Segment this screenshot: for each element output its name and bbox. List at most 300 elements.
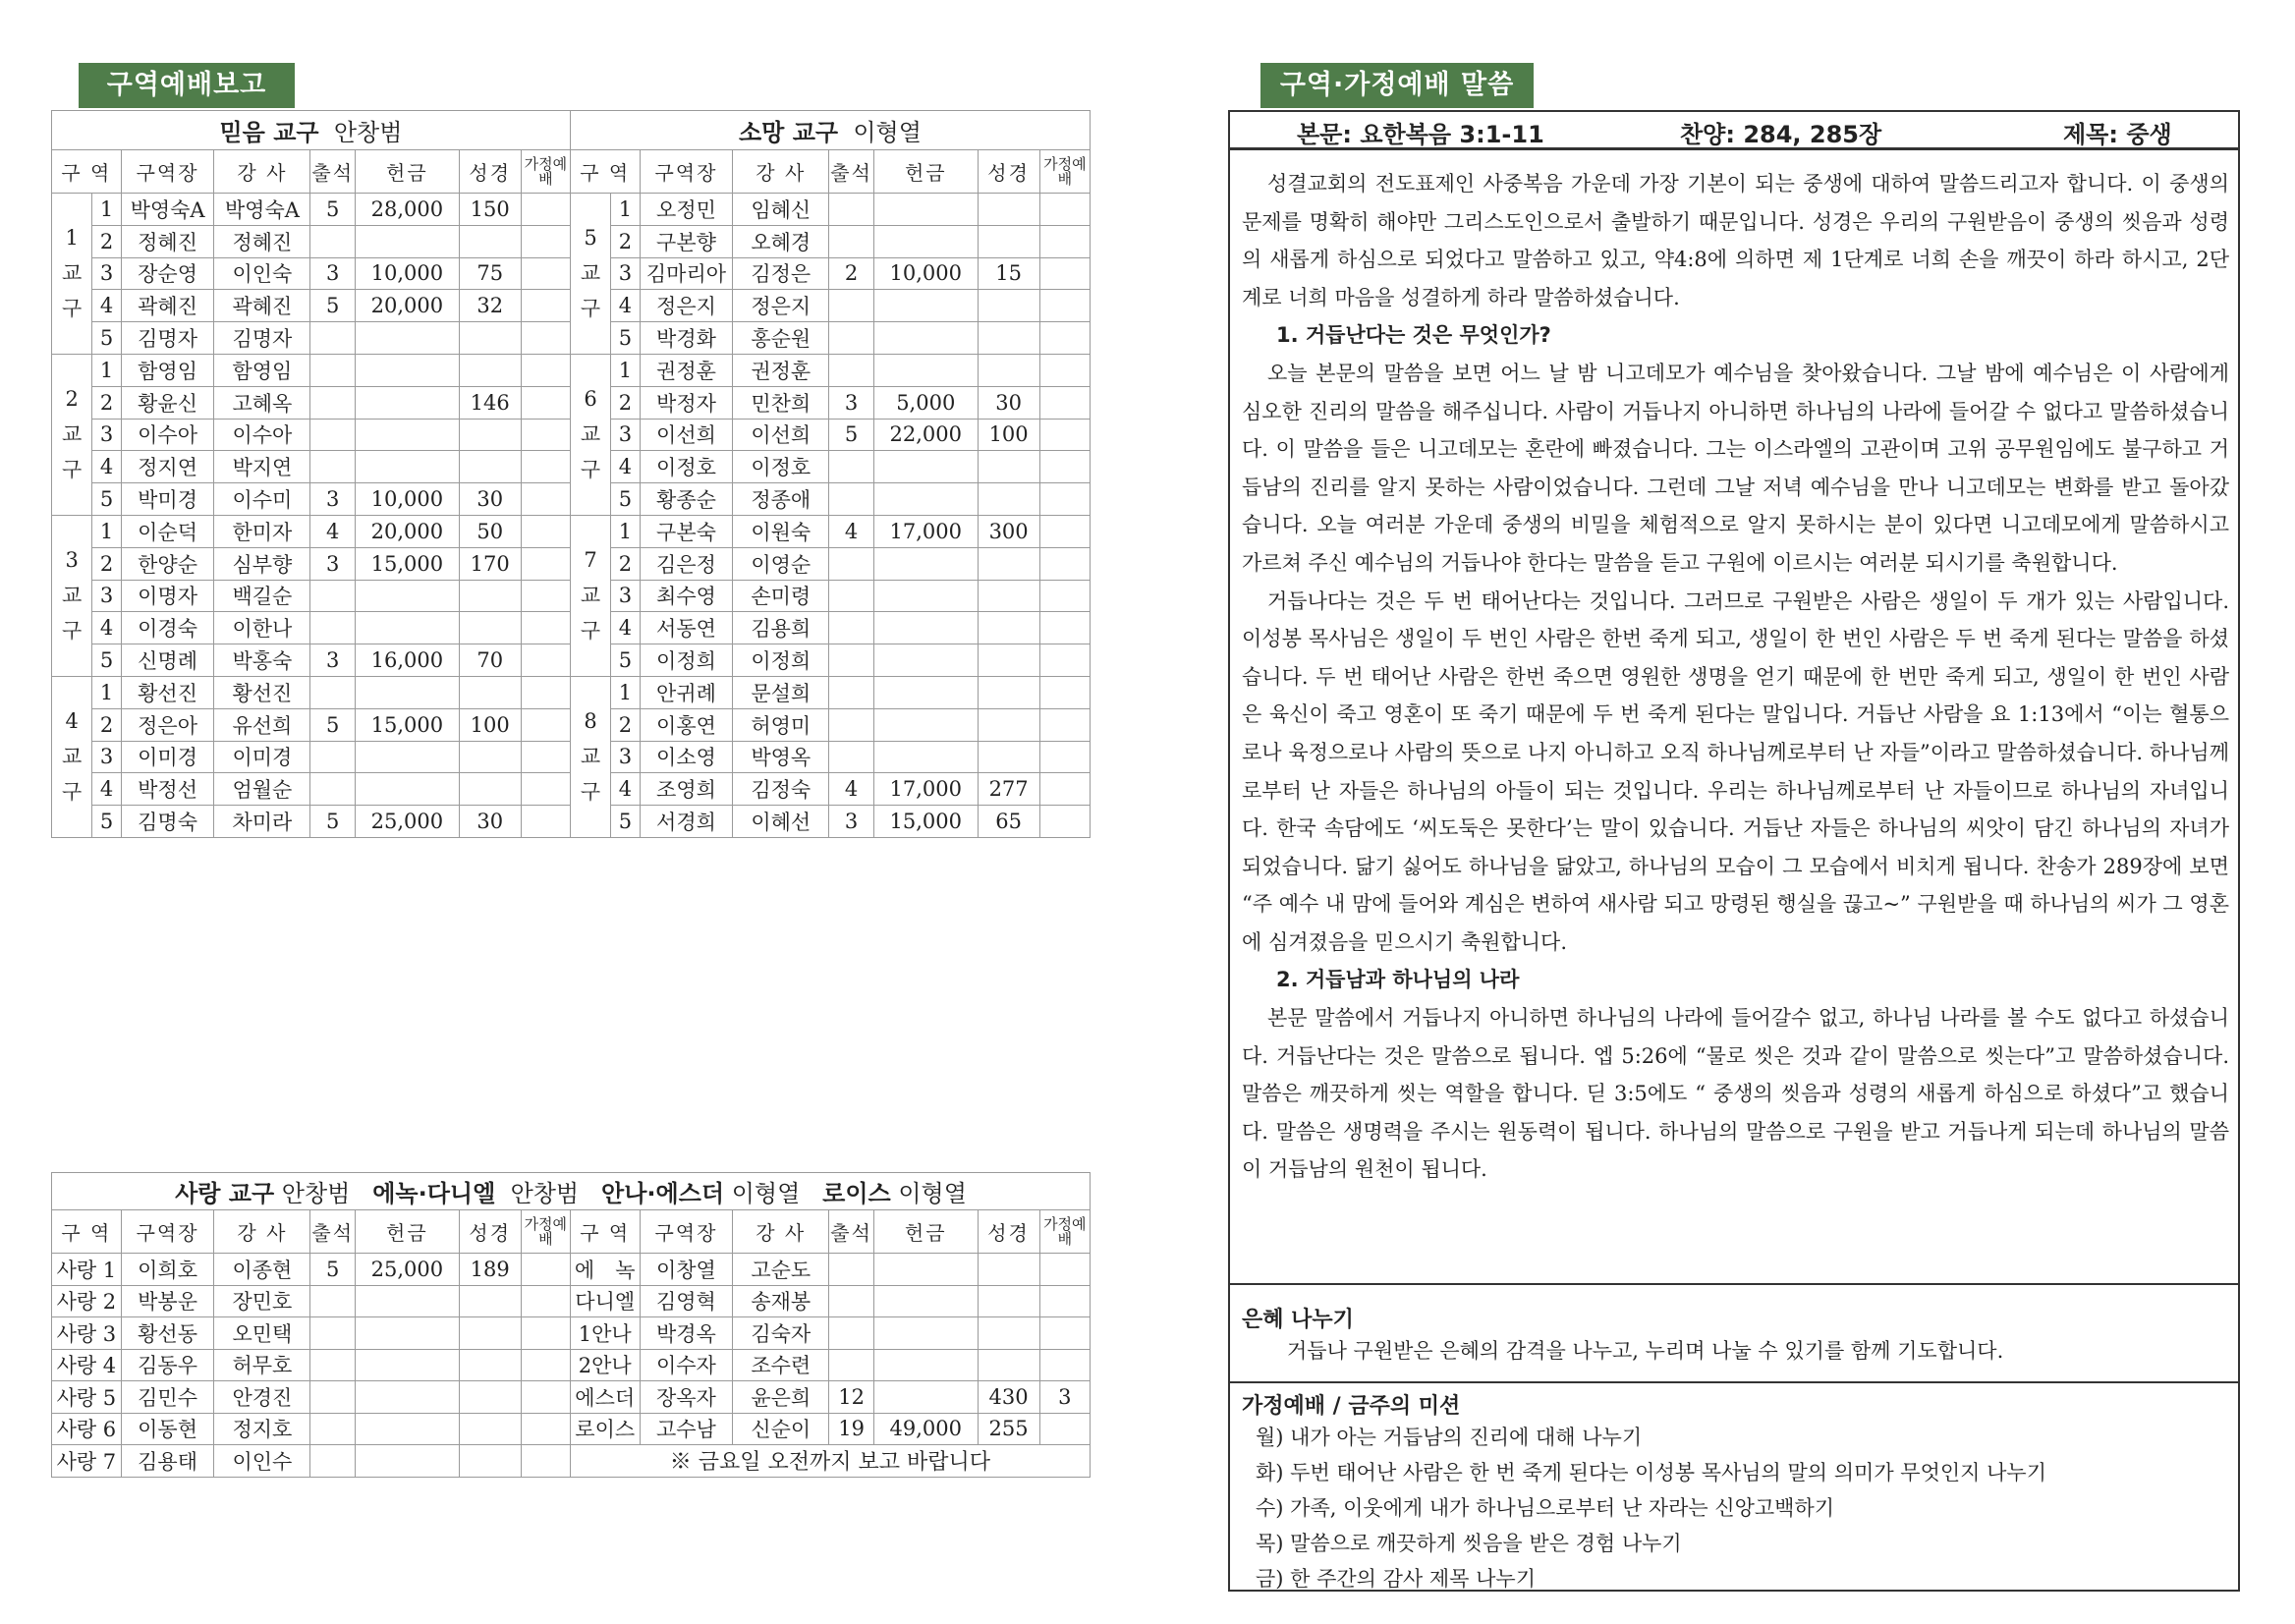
table-cell: 5 bbox=[310, 290, 356, 322]
table-cell bbox=[521, 354, 570, 386]
table-cell: 이수미 bbox=[214, 483, 310, 516]
parish-leader-lois: 이형열 bbox=[898, 1180, 967, 1207]
table-cell bbox=[356, 580, 460, 612]
table-cell: 5 bbox=[310, 708, 356, 741]
table-cell bbox=[978, 290, 1039, 322]
table-cell: 이종현 bbox=[214, 1254, 310, 1286]
district-label: 2 교 구 bbox=[52, 354, 92, 515]
section-tab-report bbox=[79, 63, 295, 108]
sermon-paragraph-3: 본문 말씀에서 거듭나지 아니하면 하나님의 나라에 들어갈수 없고, 하나님 나라를 볼 수도 없다고 하셨습니다. 거듭난다는 것은 말씀으로 됩니다. 엡 5:26에 “물로 씻은 것과 같이 말씀으로 씻는다”고 말씀하셨습니다. 말씀은 깨끗하게 씻는 역할을 합니다. 딛 3:5에도 “ 중생의 씻음과 성령의 새롭게 하심으로 하셨다”고 했습니다. 말씀은 생명력을 주시는 원동력이 됩니다. 하나님의 말씀으로 구원을 받고 거듭나게 되는데 하나님의 말씀이 거듭남의 원천이 됩니다. bbox=[1242, 1006, 2229, 1182]
table-cell: 255 bbox=[978, 1413, 1039, 1445]
table-cell: 이홍연 bbox=[640, 708, 733, 741]
table-cell bbox=[356, 354, 460, 386]
table-cell: 한미자 bbox=[214, 515, 310, 547]
table-cell: 조영희 bbox=[640, 773, 733, 806]
table-cell bbox=[521, 580, 570, 612]
table-cell bbox=[1039, 676, 1090, 708]
cell-cell-no: 1 bbox=[92, 676, 121, 708]
table-cell: 박영숙A bbox=[121, 194, 214, 226]
table-cell: 15,000 bbox=[356, 708, 460, 741]
table-cell bbox=[873, 1349, 978, 1381]
table-cell bbox=[310, 1349, 356, 1381]
table-cell: 황종순 bbox=[640, 483, 733, 516]
table-cell bbox=[521, 515, 570, 547]
table-cell bbox=[521, 1413, 570, 1445]
table-cell: 로이스 bbox=[570, 1413, 640, 1445]
table-cell: 이인수 bbox=[214, 1445, 310, 1478]
table-cell bbox=[310, 354, 356, 386]
table-cell: 박봉운 bbox=[121, 1285, 214, 1317]
table-cell: 박지연 bbox=[214, 451, 310, 483]
table-cell: 박미경 bbox=[121, 483, 214, 516]
cell-cell-no: 4 bbox=[92, 451, 121, 483]
table-cell bbox=[459, 322, 521, 355]
table-cell: 송재봉 bbox=[733, 1285, 829, 1317]
table-cell: 고혜옥 bbox=[214, 386, 310, 419]
table-cell bbox=[829, 483, 874, 516]
cell-cell-no: 1 bbox=[611, 354, 640, 386]
table-cell: 5 bbox=[829, 419, 874, 451]
table-cell bbox=[310, 322, 356, 355]
section-tab-sermon-label: 구역·가정예배 말씀 bbox=[1279, 70, 1515, 100]
table-cell bbox=[310, 1413, 356, 1445]
table-cell bbox=[310, 676, 356, 708]
table-cell: 300 bbox=[978, 515, 1039, 547]
table-row bbox=[52, 515, 1091, 547]
table-cell bbox=[459, 580, 521, 612]
parish-leader-hope: 이형열 bbox=[853, 119, 922, 146]
table-cell: 장순영 bbox=[121, 257, 214, 290]
table-cell: 김숙자 bbox=[733, 1317, 829, 1350]
table-cell bbox=[978, 547, 1039, 580]
table-cell bbox=[1039, 1254, 1090, 1286]
table-cell: 정은아 bbox=[121, 708, 214, 741]
table-cell: 백길순 bbox=[214, 580, 310, 612]
table-cell: 이명자 bbox=[121, 580, 214, 612]
table-cell bbox=[521, 451, 570, 483]
column-header-l-3: 출석 bbox=[310, 150, 356, 194]
table-cell: 4 bbox=[829, 515, 874, 547]
table-cell bbox=[873, 1381, 978, 1414]
table-cell bbox=[978, 483, 1039, 516]
table-cell bbox=[1039, 483, 1090, 516]
column-header-r-3: 출석 bbox=[829, 150, 874, 194]
table-cell bbox=[521, 1445, 570, 1478]
mission-item-fri: 금) 한 주간의 감사 제목 나누기 bbox=[1256, 1567, 1537, 1591]
table-cell bbox=[873, 708, 978, 741]
table-cell: 김영혁 bbox=[640, 1285, 733, 1317]
table-cell: 3 bbox=[310, 257, 356, 290]
table-cell bbox=[459, 1381, 521, 1414]
table-cell bbox=[829, 708, 874, 741]
table-cell: 함영임 bbox=[214, 354, 310, 386]
cell-cell-no: 2 bbox=[92, 386, 121, 419]
table-cell: 신순이 bbox=[733, 1413, 829, 1445]
district-report-table bbox=[51, 110, 1091, 838]
column-header-l-3: 출석 bbox=[310, 1210, 356, 1254]
cell-cell-no: 4 bbox=[611, 612, 640, 644]
column-header-r-1: 구역장 bbox=[640, 150, 733, 194]
table-cell: 이동현 bbox=[121, 1413, 214, 1445]
table-cell: 박영숙A bbox=[214, 194, 310, 226]
table-cell bbox=[521, 676, 570, 708]
table-cell bbox=[873, 451, 978, 483]
table-cell: 이창열 bbox=[640, 1254, 733, 1286]
table-cell bbox=[356, 1317, 460, 1350]
table-cell bbox=[521, 1317, 570, 1350]
table-cell: 이정희 bbox=[640, 644, 733, 677]
table-cell bbox=[1039, 515, 1090, 547]
table-cell bbox=[873, 676, 978, 708]
table-cell: 황선진 bbox=[214, 676, 310, 708]
table-cell: 3 bbox=[310, 644, 356, 677]
table-cell bbox=[829, 225, 874, 257]
table-cell bbox=[356, 451, 460, 483]
cell-cell-no: 2 bbox=[92, 225, 121, 257]
table-cell bbox=[356, 1285, 460, 1317]
table-cell bbox=[978, 225, 1039, 257]
table-cell: 이인숙 bbox=[214, 257, 310, 290]
table-cell: 사랑 3 bbox=[52, 1317, 122, 1350]
cell-cell-no: 1 bbox=[611, 515, 640, 547]
table-cell: 4 bbox=[829, 773, 874, 806]
table-cell bbox=[356, 419, 460, 451]
weekly-mission-title: 가정예배 / 금주의 미션 bbox=[1242, 1394, 1461, 1419]
table-row bbox=[52, 1285, 1091, 1317]
column-header-r-2: 강 사 bbox=[733, 1210, 829, 1254]
district-label: 8 교 구 bbox=[570, 676, 610, 837]
table-cell: 17,000 bbox=[873, 515, 978, 547]
table-cell bbox=[356, 1413, 460, 1445]
table-cell bbox=[829, 644, 874, 677]
table-cell: 25,000 bbox=[356, 1254, 460, 1286]
cell-cell-no: 2 bbox=[611, 386, 640, 419]
parish-leader-anna: 이형열 bbox=[731, 1180, 801, 1207]
table-cell bbox=[356, 676, 460, 708]
table-cell: 김명숙 bbox=[121, 806, 214, 838]
table-cell bbox=[873, 547, 978, 580]
table-cell bbox=[1039, 580, 1090, 612]
sermon-heading-1: 1. 거듭난다는 것은 무엇인가? bbox=[1276, 323, 1551, 348]
table-cell bbox=[521, 708, 570, 741]
table-cell bbox=[978, 741, 1039, 773]
table-cell: 이수아 bbox=[214, 419, 310, 451]
table-row bbox=[52, 1317, 1091, 1350]
cell-cell-no: 1 bbox=[611, 194, 640, 226]
table-cell bbox=[310, 451, 356, 483]
table-cell bbox=[873, 1254, 978, 1286]
table-cell bbox=[873, 1317, 978, 1350]
parish-leader-love: 안창범 bbox=[281, 1180, 351, 1207]
table-cell: 277 bbox=[978, 773, 1039, 806]
table-cell: 이한나 bbox=[214, 612, 310, 644]
table-cell bbox=[521, 1349, 570, 1381]
table-cell: 구본숙 bbox=[640, 515, 733, 547]
table-cell: 권정훈 bbox=[640, 354, 733, 386]
table-cell: 이미경 bbox=[121, 741, 214, 773]
table-cell: 박경화 bbox=[640, 322, 733, 355]
sermon-heading-2: 2. 거듭남과 하나님의 나라 bbox=[1276, 968, 1520, 992]
table-cell: 이정호 bbox=[733, 451, 829, 483]
parish-title-hope bbox=[570, 111, 1090, 150]
table-cell bbox=[521, 1285, 570, 1317]
table-cell bbox=[1039, 419, 1090, 451]
table-cell: 430 bbox=[978, 1381, 1039, 1414]
table-cell bbox=[1039, 1317, 1090, 1350]
parish-leader-enoch: 안창범 bbox=[510, 1180, 580, 1207]
table-cell bbox=[829, 1285, 874, 1317]
table-cell: 김용태 bbox=[121, 1445, 214, 1478]
table-cell: 심부향 bbox=[214, 547, 310, 580]
table-cell: 정혜진 bbox=[214, 225, 310, 257]
hymn-numbers: 찬양: 284, 285장 bbox=[1680, 121, 1882, 148]
scripture-reference: 본문: 요한복음 3:1-11 bbox=[1297, 121, 1544, 148]
table-cell bbox=[1039, 773, 1090, 806]
report-deadline-notice: ※ 금요일 오전까지 보고 바랍니다 bbox=[570, 1445, 1090, 1478]
table-cell: 20,000 bbox=[356, 515, 460, 547]
table-cell: 김민수 bbox=[121, 1381, 214, 1414]
cell-cell-no: 1 bbox=[92, 515, 121, 547]
district-label: 3 교 구 bbox=[52, 515, 92, 676]
table-cell: 이미경 bbox=[214, 741, 310, 773]
table-cell: 황선동 bbox=[121, 1317, 214, 1350]
table-cell: 함영임 bbox=[121, 354, 214, 386]
table-cell bbox=[521, 257, 570, 290]
mission-item-wed: 수) 가족, 이웃에게 내가 하나님으로부터 난 자라는 신앙고백하기 bbox=[1256, 1496, 1835, 1520]
cell-cell-no: 3 bbox=[611, 580, 640, 612]
table-cell bbox=[1039, 644, 1090, 677]
table-cell bbox=[310, 1317, 356, 1350]
table-cell bbox=[978, 708, 1039, 741]
column-header-l-1: 구역장 bbox=[121, 1210, 214, 1254]
table-cell: 75 bbox=[459, 257, 521, 290]
table-cell: 안경진 bbox=[214, 1381, 310, 1414]
table-cell: 박정자 bbox=[640, 386, 733, 419]
table-cell: 서경희 bbox=[640, 806, 733, 838]
table-cell bbox=[1039, 741, 1090, 773]
column-header-r-5: 성경 bbox=[978, 1210, 1039, 1254]
cell-cell-no: 1 bbox=[92, 354, 121, 386]
table-cell bbox=[829, 451, 874, 483]
table-cell bbox=[873, 290, 978, 322]
table-cell bbox=[829, 194, 874, 226]
table-cell bbox=[978, 354, 1039, 386]
cell-cell-no: 4 bbox=[611, 451, 640, 483]
table-cell bbox=[978, 1349, 1039, 1381]
special-parish-table bbox=[51, 1172, 1091, 1478]
table-cell bbox=[978, 322, 1039, 355]
column-header-l-2: 강 사 bbox=[214, 1210, 310, 1254]
table-cell bbox=[459, 676, 521, 708]
table-cell bbox=[521, 644, 570, 677]
table-cell: 정종애 bbox=[733, 483, 829, 516]
table-cell: 32 bbox=[459, 290, 521, 322]
table-row bbox=[52, 194, 1091, 226]
table-cell bbox=[1039, 708, 1090, 741]
table-cell bbox=[521, 386, 570, 419]
table-cell bbox=[1039, 547, 1090, 580]
table-cell: 이수자 bbox=[640, 1349, 733, 1381]
district-label: 5 교 구 bbox=[570, 194, 610, 355]
table-cell: 에스더 bbox=[570, 1381, 640, 1414]
table-cell bbox=[829, 580, 874, 612]
table-cell: 허영미 bbox=[733, 708, 829, 741]
table-cell: 정지연 bbox=[121, 451, 214, 483]
table-cell: 차미라 bbox=[214, 806, 310, 838]
table-cell bbox=[1039, 612, 1090, 644]
column-header-r-0: 구 역 bbox=[570, 150, 640, 194]
column-header-l-2: 강 사 bbox=[214, 150, 310, 194]
table-cell bbox=[978, 451, 1039, 483]
table-cell: 손미령 bbox=[733, 580, 829, 612]
cell-cell-no: 3 bbox=[611, 419, 640, 451]
column-header-r-0: 구 역 bbox=[570, 1210, 640, 1254]
table-cell: 김동우 bbox=[121, 1349, 214, 1381]
table-cell: 최수영 bbox=[640, 580, 733, 612]
cell-cell-no: 4 bbox=[92, 290, 121, 322]
table-cell: 엄월순 bbox=[214, 773, 310, 806]
table-cell: 1안나 bbox=[570, 1317, 640, 1350]
cell-cell-no: 4 bbox=[611, 773, 640, 806]
table-cell: 15 bbox=[978, 257, 1039, 290]
table-cell bbox=[310, 580, 356, 612]
table-cell: 17,000 bbox=[873, 773, 978, 806]
table-cell bbox=[459, 741, 521, 773]
table-cell: 장옥자 bbox=[640, 1381, 733, 1414]
table-cell bbox=[829, 1317, 874, 1350]
table-cell bbox=[310, 419, 356, 451]
table-cell: 오혜경 bbox=[733, 225, 829, 257]
table-cell: 황선진 bbox=[121, 676, 214, 708]
table-cell: 49,000 bbox=[873, 1413, 978, 1445]
parish-name-hope: 소망 교구 bbox=[738, 119, 839, 146]
column-header-r-5: 성경 bbox=[978, 150, 1039, 194]
table-cell: 70 bbox=[459, 644, 521, 677]
table-cell: 189 bbox=[459, 1254, 521, 1286]
column-header-r-1: 구역장 bbox=[640, 1210, 733, 1254]
table-cell bbox=[873, 354, 978, 386]
cell-cell-no: 2 bbox=[611, 547, 640, 580]
table-cell bbox=[459, 1285, 521, 1317]
grace-sharing-text: 거듭나 구원받은 은혜의 감격을 나누고, 누리며 나눌 수 있기를 함께 기도합니다. bbox=[1287, 1339, 2004, 1363]
table-cell: 안귀례 bbox=[640, 676, 733, 708]
table-cell: 15,000 bbox=[873, 806, 978, 838]
table-cell: 윤은희 bbox=[733, 1381, 829, 1414]
table-cell: 이영순 bbox=[733, 547, 829, 580]
table-cell: 이원숙 bbox=[733, 515, 829, 547]
cell-cell-no: 3 bbox=[611, 257, 640, 290]
table-row bbox=[52, 354, 1091, 386]
table-cell: 사랑 5 bbox=[52, 1381, 122, 1414]
table-cell bbox=[521, 322, 570, 355]
table-cell: 다니엘 bbox=[570, 1285, 640, 1317]
column-header-l-6: 가정예배 bbox=[521, 150, 570, 194]
table-cell bbox=[873, 194, 978, 226]
grace-sharing-box bbox=[1228, 1283, 2240, 1381]
table-cell bbox=[829, 1254, 874, 1286]
table-cell bbox=[978, 1317, 1039, 1350]
table-cell bbox=[1039, 386, 1090, 419]
table-cell: 15,000 bbox=[356, 547, 460, 580]
table-cell: 19 bbox=[829, 1413, 874, 1445]
table-cell bbox=[521, 547, 570, 580]
table-cell: 10,000 bbox=[356, 483, 460, 516]
column-header-l-0: 구 역 bbox=[52, 1210, 122, 1254]
cell-cell-no: 5 bbox=[92, 806, 121, 838]
table-cell: 146 bbox=[459, 386, 521, 419]
table-cell: 사랑 1 bbox=[52, 1254, 122, 1286]
table-row bbox=[52, 1381, 1091, 1414]
parish-name-enoch: 에녹·다니엘 bbox=[372, 1180, 496, 1207]
table-cell bbox=[356, 1381, 460, 1414]
cell-cell-no: 5 bbox=[611, 322, 640, 355]
parish-name-love: 사랑 교구 bbox=[175, 1180, 275, 1207]
table-cell: 20,000 bbox=[356, 290, 460, 322]
table-cell bbox=[356, 741, 460, 773]
mission-item-tue: 화) 두번 태어난 사람은 한 번 죽게 된다는 이성봉 목사님의 말의 의미가 무엇인지 나누기 bbox=[1256, 1461, 2046, 1484]
table-cell bbox=[873, 644, 978, 677]
table-cell bbox=[521, 806, 570, 838]
table-cell bbox=[356, 1445, 460, 1478]
table-cell: 50 bbox=[459, 515, 521, 547]
grace-sharing-title: 은혜 나누기 bbox=[1242, 1308, 1354, 1332]
table-cell bbox=[873, 322, 978, 355]
table-cell bbox=[829, 354, 874, 386]
column-header-r-6: 가정예배 bbox=[1039, 150, 1090, 194]
cell-cell-no: 2 bbox=[92, 547, 121, 580]
table-cell bbox=[521, 612, 570, 644]
table-cell: 10,000 bbox=[873, 257, 978, 290]
table-cell bbox=[873, 741, 978, 773]
cell-cell-no: 3 bbox=[92, 741, 121, 773]
table-cell: 박정선 bbox=[121, 773, 214, 806]
table-cell: 170 bbox=[459, 547, 521, 580]
column-header-l-6: 가정예배 bbox=[521, 1210, 570, 1254]
table-cell bbox=[1039, 1285, 1090, 1317]
mission-item-mon: 월) 내가 아는 거듭남의 진리에 대해 나누기 bbox=[1256, 1426, 1643, 1449]
table-cell bbox=[459, 451, 521, 483]
table-cell bbox=[521, 483, 570, 516]
table-cell: 5,000 bbox=[873, 386, 978, 419]
table-cell bbox=[829, 741, 874, 773]
table-cell bbox=[310, 386, 356, 419]
table-cell: 100 bbox=[459, 708, 521, 741]
mission-item-thu: 목) 말씀으로 깨끗하게 씻음을 받은 경험 나누기 bbox=[1256, 1532, 1682, 1555]
column-header-r-4: 헌금 bbox=[873, 1210, 978, 1254]
table-cell: 정지호 bbox=[214, 1413, 310, 1445]
table-cell bbox=[829, 290, 874, 322]
parish-title-bottom bbox=[52, 1173, 1091, 1210]
table-cell: 김명자 bbox=[121, 322, 214, 355]
table-cell: 서동연 bbox=[640, 612, 733, 644]
table-cell bbox=[521, 290, 570, 322]
column-header-l-4: 헌금 bbox=[356, 150, 460, 194]
cell-cell-no: 2 bbox=[92, 708, 121, 741]
table-cell: 2 bbox=[829, 257, 874, 290]
table-cell: 3 bbox=[310, 483, 356, 516]
table-cell: 김명자 bbox=[214, 322, 310, 355]
sermon-reference-bar bbox=[1228, 110, 2240, 150]
parish-name-lois: 로이스 bbox=[822, 1180, 891, 1207]
table-cell: 이순덕 bbox=[121, 515, 214, 547]
table-cell: 정혜진 bbox=[121, 225, 214, 257]
table-cell: 30 bbox=[978, 386, 1039, 419]
column-header-l-4: 헌금 bbox=[356, 1210, 460, 1254]
table-cell: 에 녹 bbox=[570, 1254, 640, 1286]
table-cell bbox=[356, 386, 460, 419]
table-cell: 김마리아 bbox=[640, 257, 733, 290]
table-cell bbox=[1039, 290, 1090, 322]
